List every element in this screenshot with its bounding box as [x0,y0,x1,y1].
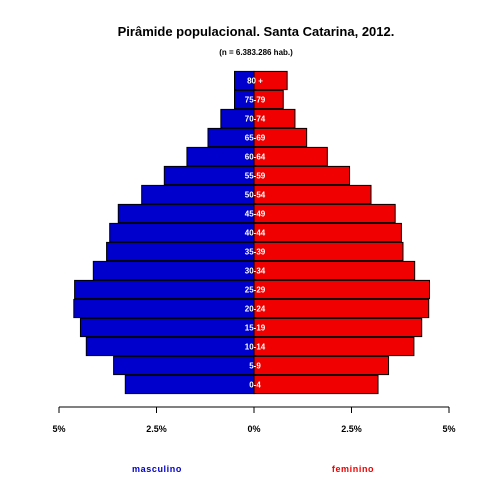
chart-title: Pirâmide populacional. Santa Catarina, 2012. [117,24,395,39]
bar-masculino-25-29 [75,280,254,298]
age-group-label: 55-59 [244,171,266,181]
bar-feminino-10-14 [254,337,414,355]
bar-feminino-45-49 [254,204,395,222]
age-group-label: 65-69 [244,133,266,143]
male-bars-group [74,71,254,393]
bar-masculino-15-19 [80,318,254,336]
female-bars-group [254,71,430,393]
chart-subtitle: (n = 6.383.286 hab.) [219,48,293,57]
x-axis [52,407,455,434]
bar-feminino-35-39 [254,242,403,260]
bar-masculino-35-39 [107,242,254,260]
bar-masculino-55-59 [164,166,254,184]
age-group-label: 0-4 [249,380,261,390]
age-group-label: 30-34 [244,266,266,276]
bar-feminino-40-44 [254,223,401,241]
bar-feminino-25-29 [254,280,430,298]
bar-feminino-0-4 [254,375,378,393]
bar-masculino-0-4 [125,375,254,393]
legend-female-label: feminino [331,464,375,474]
bar-masculino-30-34 [93,261,254,279]
x-tick-label: 5% [52,424,66,434]
age-group-label: 45-49 [244,209,266,219]
age-group-label: 50-54 [244,190,266,200]
bar-feminino-5-9 [254,356,389,374]
legend-male-label: masculino [132,464,182,474]
x-tick-label: 0% [247,424,261,434]
age-group-label: 5-9 [249,361,261,371]
age-group-label: 25-29 [244,285,266,295]
bar-feminino-55-59 [254,166,350,184]
age-group-label: 60-64 [244,152,266,162]
bar-feminino-15-19 [254,318,422,336]
bar-masculino-5-9 [114,356,254,374]
age-group-label: 70-74 [244,114,266,124]
bar-masculino-50-54 [142,185,254,203]
x-tick-label: 2.5% [341,424,362,434]
age-group-label: 40-44 [244,228,266,238]
age-labels-group [245,77,266,390]
age-group-label: 75-79 [244,95,266,105]
age-group-label: 80 + [247,76,263,86]
bar-masculino-45-49 [118,204,254,222]
bar-feminino-50-54 [254,185,371,203]
bar-feminino-30-34 [254,261,415,279]
bar-feminino-20-24 [254,299,429,317]
bar-masculino-40-44 [110,223,254,241]
age-group-label: 10-14 [244,342,266,352]
age-group-label: 15-19 [244,323,266,333]
x-tick-label: 5% [442,424,456,434]
bar-masculino-20-24 [74,299,254,317]
age-group-label: 35-39 [244,247,266,257]
x-tick-label: 2.5% [146,424,167,434]
bar-masculino-10-14 [86,337,254,355]
age-group-label: 20-24 [244,304,266,314]
